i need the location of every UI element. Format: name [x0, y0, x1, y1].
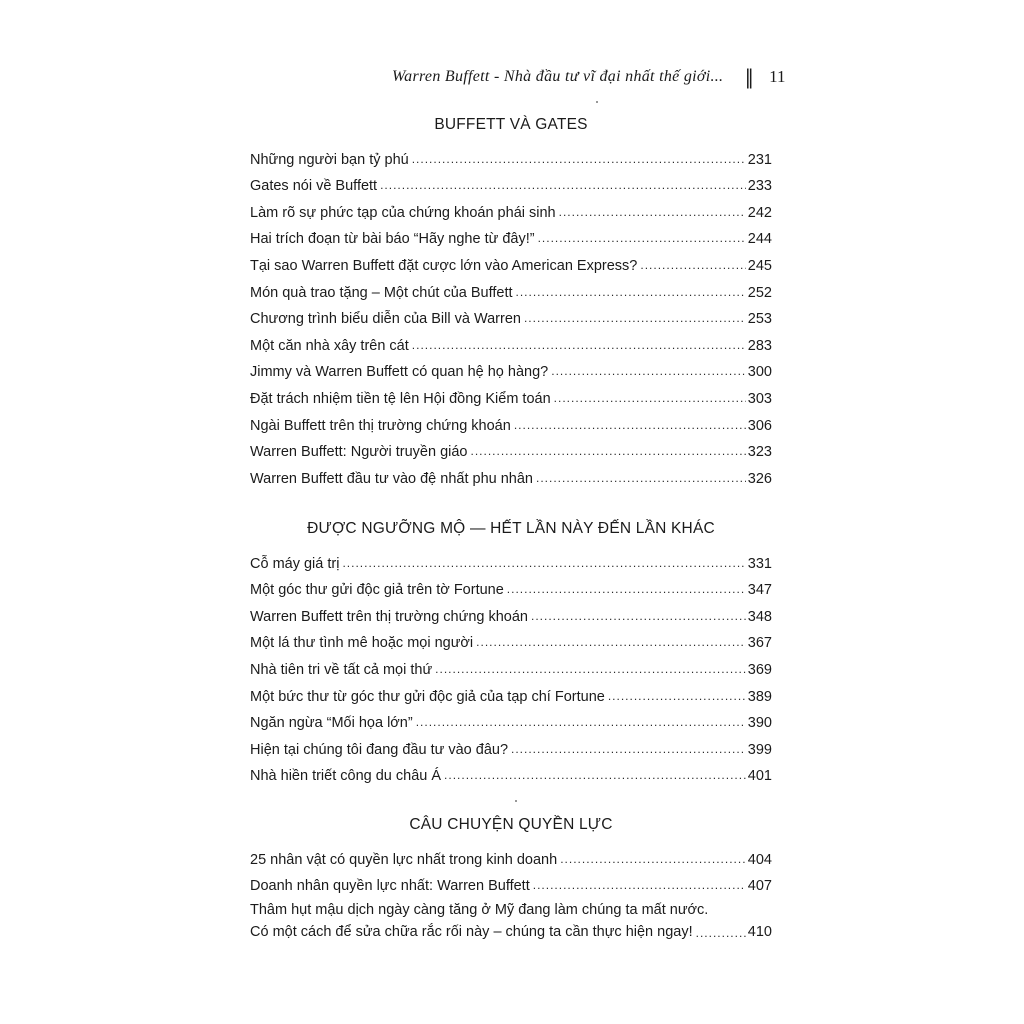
dot-leader	[511, 742, 746, 756]
entry-page: 326	[747, 470, 772, 487]
toc-entry[interactable]	[250, 573, 772, 600]
toc-entry[interactable]	[250, 328, 772, 355]
entry-page: 323	[747, 444, 772, 461]
dot-leader	[516, 285, 746, 299]
dot-leader	[412, 338, 746, 352]
dot-leader	[533, 878, 746, 892]
entry-title-line2-row	[250, 921, 772, 943]
entry-page: 348	[747, 608, 772, 625]
dot-leader	[444, 768, 746, 782]
toc-entry[interactable]	[250, 142, 772, 169]
running-title: Warren Buffett - Nhà đầu tư vĩ đại nhất thế giới...	[392, 68, 724, 85]
toc-entry[interactable]	[250, 732, 772, 759]
dot-leader	[435, 662, 746, 676]
toc-entry[interactable]	[250, 222, 772, 249]
entry-title: Một lá thư tình mê hoặc mọi người	[250, 635, 474, 652]
section-title: BUFFETT VÀ GATES	[434, 116, 588, 133]
entry-title: Hai trích đoạn từ bài báo “Hãy nghe từ đây!”	[250, 231, 535, 248]
toc-entry[interactable]	[250, 546, 772, 573]
entry-title: Món quà trao tặng – Một chút của Buffett	[250, 284, 513, 301]
entry-title: Đặt trách nhiệm tiền tệ lên Hội đồng Kiểm toán	[250, 390, 551, 407]
entry-title: Nhà tiên tri về tất cả mọi thứ	[250, 661, 433, 678]
entry-page: 242	[747, 204, 772, 221]
entry-title: Một bức thư từ góc thư gửi độc giả của tạp chí Fortune	[250, 688, 605, 705]
entry-page: 331	[747, 555, 772, 572]
section-admired	[250, 516, 772, 785]
section-title: ĐƯỢC NGƯỠNG MỘ — HẾT LẦN NÀY ĐẾN LẦN KHÁC	[307, 520, 715, 537]
section-buffett-gates	[250, 112, 772, 488]
toc-entry[interactable]	[250, 599, 772, 626]
toc-entry[interactable]	[250, 355, 772, 382]
entry-page: 347	[747, 582, 772, 599]
toc-entry[interactable]	[250, 679, 772, 706]
entry-page: 231	[747, 151, 772, 168]
entry-title: Warren Buffett đầu tư vào đệ nhất phu nhân	[250, 470, 533, 487]
header-separator: ||	[745, 64, 752, 89]
entry-page: 303	[747, 390, 772, 407]
dot-leader	[412, 152, 746, 166]
entry-title: Gates nói về Buffett	[250, 178, 378, 195]
toc-entry[interactable]	[250, 461, 772, 488]
dot-leader	[476, 635, 746, 649]
dot-leader	[416, 715, 746, 729]
dot-leader	[640, 258, 745, 272]
entry-page: 252	[747, 284, 772, 301]
dot-leader	[551, 364, 746, 378]
entry-page: 233	[747, 178, 772, 195]
dot-leader	[342, 556, 745, 570]
entry-title: Warren Buffett trên thị trường chứng khoán	[250, 608, 528, 625]
entry-title: Một căn nhà xây trên cát	[250, 337, 409, 354]
dot-leader	[559, 205, 746, 219]
entry-page: 306	[747, 417, 772, 434]
toc-entry[interactable]	[250, 869, 772, 896]
dot-leader	[514, 418, 746, 432]
dot-leader	[380, 178, 746, 192]
entry-title: Làm rõ sự phức tạp của chứng khoán phái sinh	[250, 204, 556, 221]
entry-title: Những người bạn tỷ phú	[250, 151, 409, 168]
entry-title: Nhà hiền triết công du châu Á	[250, 768, 442, 785]
entry-title: Tại sao Warren Buffett đặt cược lớn vào American Express?	[250, 257, 638, 274]
entry-page: 404	[747, 851, 772, 868]
entry-page: 369	[747, 661, 772, 678]
toc-entry[interactable]	[250, 248, 772, 275]
toc-entry[interactable]	[250, 302, 772, 329]
toc-entry[interactable]	[250, 842, 772, 869]
dot-leader	[554, 391, 746, 405]
toc-entry[interactable]	[250, 195, 772, 222]
toc-entry[interactable]	[250, 706, 772, 733]
entry-title: Ngài Buffett trên thị trường chứng khoán	[250, 417, 511, 434]
paper-speck	[515, 800, 517, 802]
entry-page: 367	[747, 635, 772, 652]
entry-page: 399	[747, 741, 772, 758]
entry-title: Jimmy và Warren Buffett có quan hệ họ hàng?	[250, 364, 549, 381]
running-header	[392, 62, 786, 92]
paper-speck	[596, 101, 598, 103]
entry-title: Hiện tại chúng tôi đang đầu tư vào đâu?	[250, 741, 509, 758]
section-power-story	[250, 812, 772, 943]
entry-title: Warren Buffett: Người truyền giáo	[250, 444, 468, 461]
toc-entry[interactable]	[250, 169, 772, 196]
dot-leader	[536, 471, 746, 485]
dot-leader	[696, 926, 746, 940]
entry-title: Một góc thư gửi độc giả trên tờ Fortune	[250, 582, 504, 599]
entry-title: Doanh nhân quyền lực nhất: Warren Buffett	[250, 878, 530, 895]
entry-title: Ngăn ngừa “Mối họa lớn”	[250, 715, 413, 732]
entry-page: 410	[747, 924, 772, 941]
dot-leader	[507, 582, 746, 596]
toc-entry[interactable]	[250, 275, 772, 302]
dot-leader	[470, 444, 745, 458]
entry-page: 244	[747, 231, 772, 248]
dot-leader	[560, 852, 746, 866]
dot-leader	[524, 311, 746, 325]
toc-entry[interactable]	[250, 435, 772, 462]
dot-leader	[538, 231, 746, 245]
entry-page: 300	[747, 364, 772, 381]
entry-page: 245	[747, 257, 772, 274]
entry-title-line2: Có một cách để sửa chữa rắc rối này – chúng ta cần thực hiện ngay!	[250, 924, 693, 941]
section-title: CÂU CHUYỆN QUYỀN LỰC	[409, 816, 613, 833]
entry-page: 283	[747, 337, 772, 354]
toc-entry[interactable]	[250, 759, 772, 786]
entry-page: 390	[747, 715, 772, 732]
dot-leader	[608, 689, 746, 703]
entry-title: 25 nhân vật có quyền lực nhất trong kinh doanh	[250, 851, 558, 868]
entry-page: 389	[747, 688, 772, 705]
toc-entry[interactable]	[250, 408, 772, 435]
entry-page: 401	[747, 768, 772, 785]
dot-leader	[531, 609, 746, 623]
entry-title: Chương trình biểu diễn của Bill và Warren	[250, 311, 521, 328]
toc-entry[interactable]	[250, 381, 772, 408]
entry-page: 407	[747, 878, 772, 895]
entry-page: 253	[747, 311, 772, 328]
toc-entry[interactable]	[250, 652, 772, 679]
toc-entry-multiline[interactable]	[250, 899, 772, 943]
page-number: 11	[769, 67, 786, 86]
entry-title-line1: Thâm hụt mậu dịch ngày càng tăng ở Mỹ đang làm chúng ta mất nước.	[250, 902, 709, 919]
entry-title: Cỗ máy giá trị	[250, 555, 340, 572]
toc-entry[interactable]	[250, 626, 772, 653]
